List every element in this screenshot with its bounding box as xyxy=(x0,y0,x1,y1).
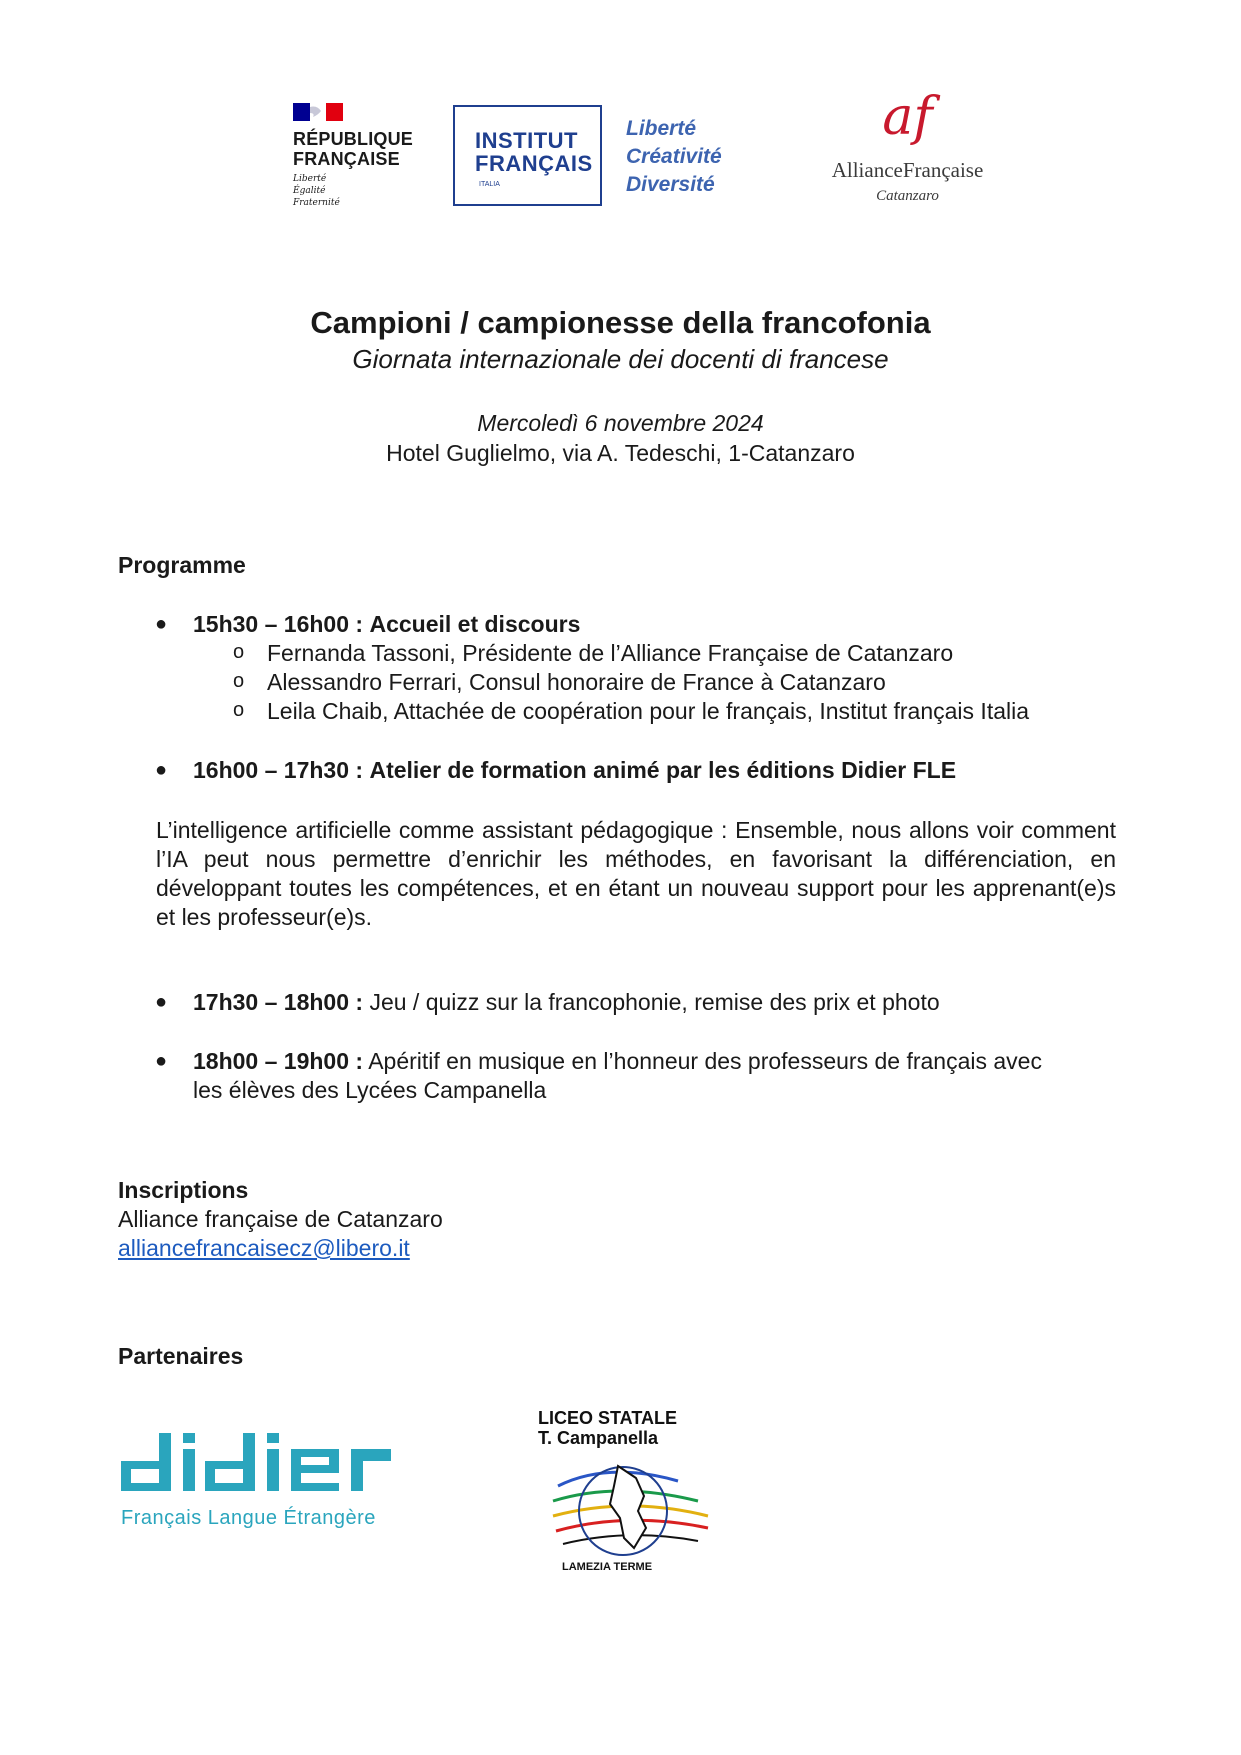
institut-francais-name: INSTITUT FRANÇAIS xyxy=(475,128,593,176)
rf-motto: Liberté Égalité Fraternité xyxy=(293,174,340,208)
programme-item xyxy=(193,988,940,1017)
circle-bullet-icon: o xyxy=(233,699,245,721)
inscriptions-heading: Inscriptions xyxy=(118,1177,249,1203)
bullet-icon: ● xyxy=(155,991,168,1013)
bullet-icon: ● xyxy=(155,613,168,635)
partners-heading: Partenaires xyxy=(118,1343,244,1369)
programme-title: Atelier de formation animé par les éditions Didier FLE xyxy=(369,757,957,783)
circle-bullet-icon: o xyxy=(233,641,245,663)
programme-title: Accueil et discours xyxy=(369,611,581,637)
globe-calabria-icon xyxy=(548,1456,713,1556)
marianne-flag-icon xyxy=(293,103,343,121)
workshop-description: L’intelligence artificielle comme assistant pédagogique : Ensemble, nous allons voir comment l’IA peut nous permettre d’enrichir les méthodes, en favorisant la différenciation, en développant toutes les compétences, et en étant un nouveau support pour les apprenant(e)s et les professeur(e)s. xyxy=(156,817,1116,930)
programme-item xyxy=(193,756,956,785)
af-monogram-icon: af xyxy=(882,87,933,147)
liceo-campanella-logo xyxy=(538,1408,718,1588)
didier-tagline: Français Langue Étrangère xyxy=(121,1507,376,1529)
republique-francaise-logo xyxy=(293,103,433,213)
bullet-icon: ● xyxy=(155,759,168,781)
af-city: Catanzaro xyxy=(876,188,939,204)
alliance-francaise-logo xyxy=(815,88,1000,213)
liceo-name: LICEO STATALE T. Campanella xyxy=(538,1408,677,1448)
speaker-item: Alessandro Ferrari, Consul honoraire de France à Catanzaro xyxy=(267,669,886,695)
programme-time: 18h00 – 19h00 : xyxy=(193,1048,364,1074)
programme-heading: Programme xyxy=(118,552,246,578)
event-subtitle: Giornata internazionale dei docenti di francese xyxy=(352,344,889,374)
programme-item xyxy=(193,1047,1123,1105)
speaker-item: Fernanda Tassoni, Présidente de l’Alliance Française de Catanzaro xyxy=(267,640,954,666)
circle-bullet-icon: o xyxy=(233,670,245,692)
programme-title-cont: les élèves des Lycées Campanella xyxy=(193,1077,547,1103)
institut-francais-logo xyxy=(453,105,602,206)
event-venue: Hotel Guglielmo, via A. Tedeschi, 1-Catanzaro xyxy=(386,440,855,466)
didier-logo xyxy=(121,1433,441,1543)
programme-time: 15h30 – 16h00 : xyxy=(193,611,364,637)
programme-title: Jeu / quizz sur la francophonie, remise des prix et photo xyxy=(369,989,940,1015)
liceo-city: LAMEZIA TERME xyxy=(562,1561,653,1573)
inscriptions-org: Alliance française de Catanzaro xyxy=(118,1206,443,1232)
programme-title: Apéritif en musique en l’honneur des professeurs de français avec xyxy=(368,1048,1042,1074)
email-link[interactable]: alliancefrancaisecz@libero.it xyxy=(118,1235,410,1261)
institut-francais-sub: ITALIA xyxy=(479,181,500,188)
event-title: Campioni / campionesse della francofonia xyxy=(310,305,931,340)
programme-time: 16h00 – 17h30 : xyxy=(193,757,364,783)
programme-item xyxy=(193,610,580,639)
institut-motto: Liberté Créativité Diversité xyxy=(626,117,722,196)
speaker-item: Leila Chaib, Attachée de coopération pour le français, Institut français Italia xyxy=(267,698,1030,724)
bullet-icon: ● xyxy=(155,1050,168,1072)
programme-time: 17h30 – 18h00 : xyxy=(193,989,364,1015)
inscriptions-block xyxy=(118,1176,443,1263)
rf-title: RÉPUBLIQUE FRANÇAISE xyxy=(293,129,414,169)
event-date: Mercoledì 6 novembre 2024 xyxy=(477,410,764,436)
af-name: AllianceFrançaise xyxy=(831,158,984,182)
